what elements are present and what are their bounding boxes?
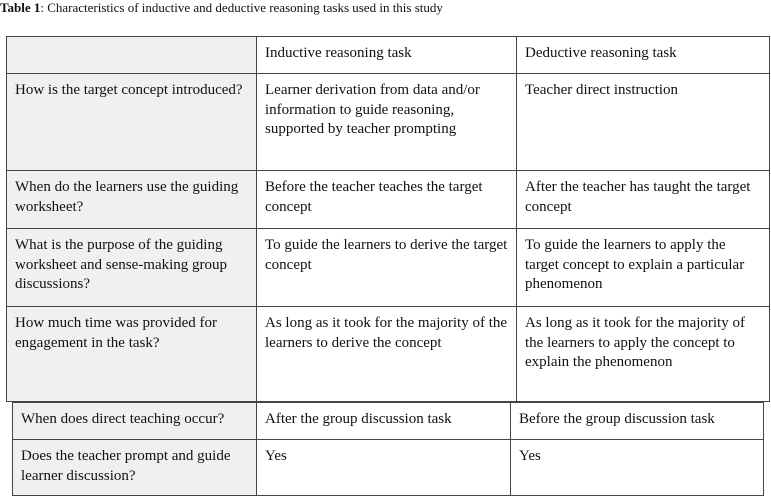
header-cell-inductive [256, 36, 517, 74]
inductive-cell [256, 439, 511, 496]
deductive-cell [516, 306, 770, 402]
cell-text: As long as it took for the majority of the learners to apply the concept to explain the phenomenon [525, 315, 745, 371]
cell-text: When do the learners use the guiding worksheet? [15, 179, 239, 215]
cell-text: As long as it took for the majority of the learners to derive the concept [265, 315, 508, 351]
deductive-cell [516, 73, 770, 171]
cell-text: Deductive reasoning task [525, 45, 677, 61]
table-caption-label: Table 1 [0, 0, 41, 15]
cell-text: After the teacher has taught the target concept [525, 179, 751, 215]
deductive-cell [510, 402, 764, 440]
row-label-cell [12, 439, 257, 496]
cell-text: Yes [519, 448, 541, 464]
cell-text: To guide the learners to derive the target concept [265, 237, 508, 273]
cell-text: To guide the learners to apply the target concept to explain a particular phenomenon [525, 237, 745, 293]
cell-text: When does direct teaching occur? [21, 411, 225, 427]
cell-text: Yes [265, 448, 287, 464]
cell-text: How is the target concept introduced? [15, 82, 243, 98]
row-label-cell [6, 170, 257, 229]
table-caption-text: : Characteristics of inductive and deductive reasoning tasks used in this study [40, 0, 443, 15]
inductive-cell [256, 228, 517, 307]
cell-text: Before the teacher teaches the target concept [265, 179, 483, 215]
inductive-cell [256, 306, 517, 402]
row-label-cell [12, 402, 257, 440]
cell-text: After the group discussion task [265, 411, 452, 427]
cell-text: What is the purpose of the guiding worksheet and sense-making group discussions? [15, 237, 228, 293]
header-cell-empty [6, 36, 257, 74]
cell-text: Inductive reasoning task [265, 45, 412, 61]
cell-text: How much time was provided for engagement in the task? [15, 315, 218, 351]
cell-text: Learner derivation from data and/or information to guide reasoning, supported by teacher prompting [265, 82, 480, 138]
inductive-cell [256, 402, 511, 440]
row-label-cell [6, 306, 257, 402]
inductive-cell [256, 170, 517, 229]
row-label-cell [6, 73, 257, 171]
deductive-cell [516, 170, 770, 229]
row-label-cell [6, 228, 257, 307]
cell-text: Before the group discussion task [519, 411, 715, 427]
deductive-cell [510, 439, 764, 496]
deductive-cell [516, 228, 770, 307]
table-caption [0, 0, 443, 16]
cell-text: Teacher direct instruction [525, 82, 679, 98]
cell-text: Does the teacher prompt and guide learner discussion? [21, 448, 231, 484]
header-cell-deductive [516, 36, 770, 74]
inductive-cell [256, 73, 517, 171]
